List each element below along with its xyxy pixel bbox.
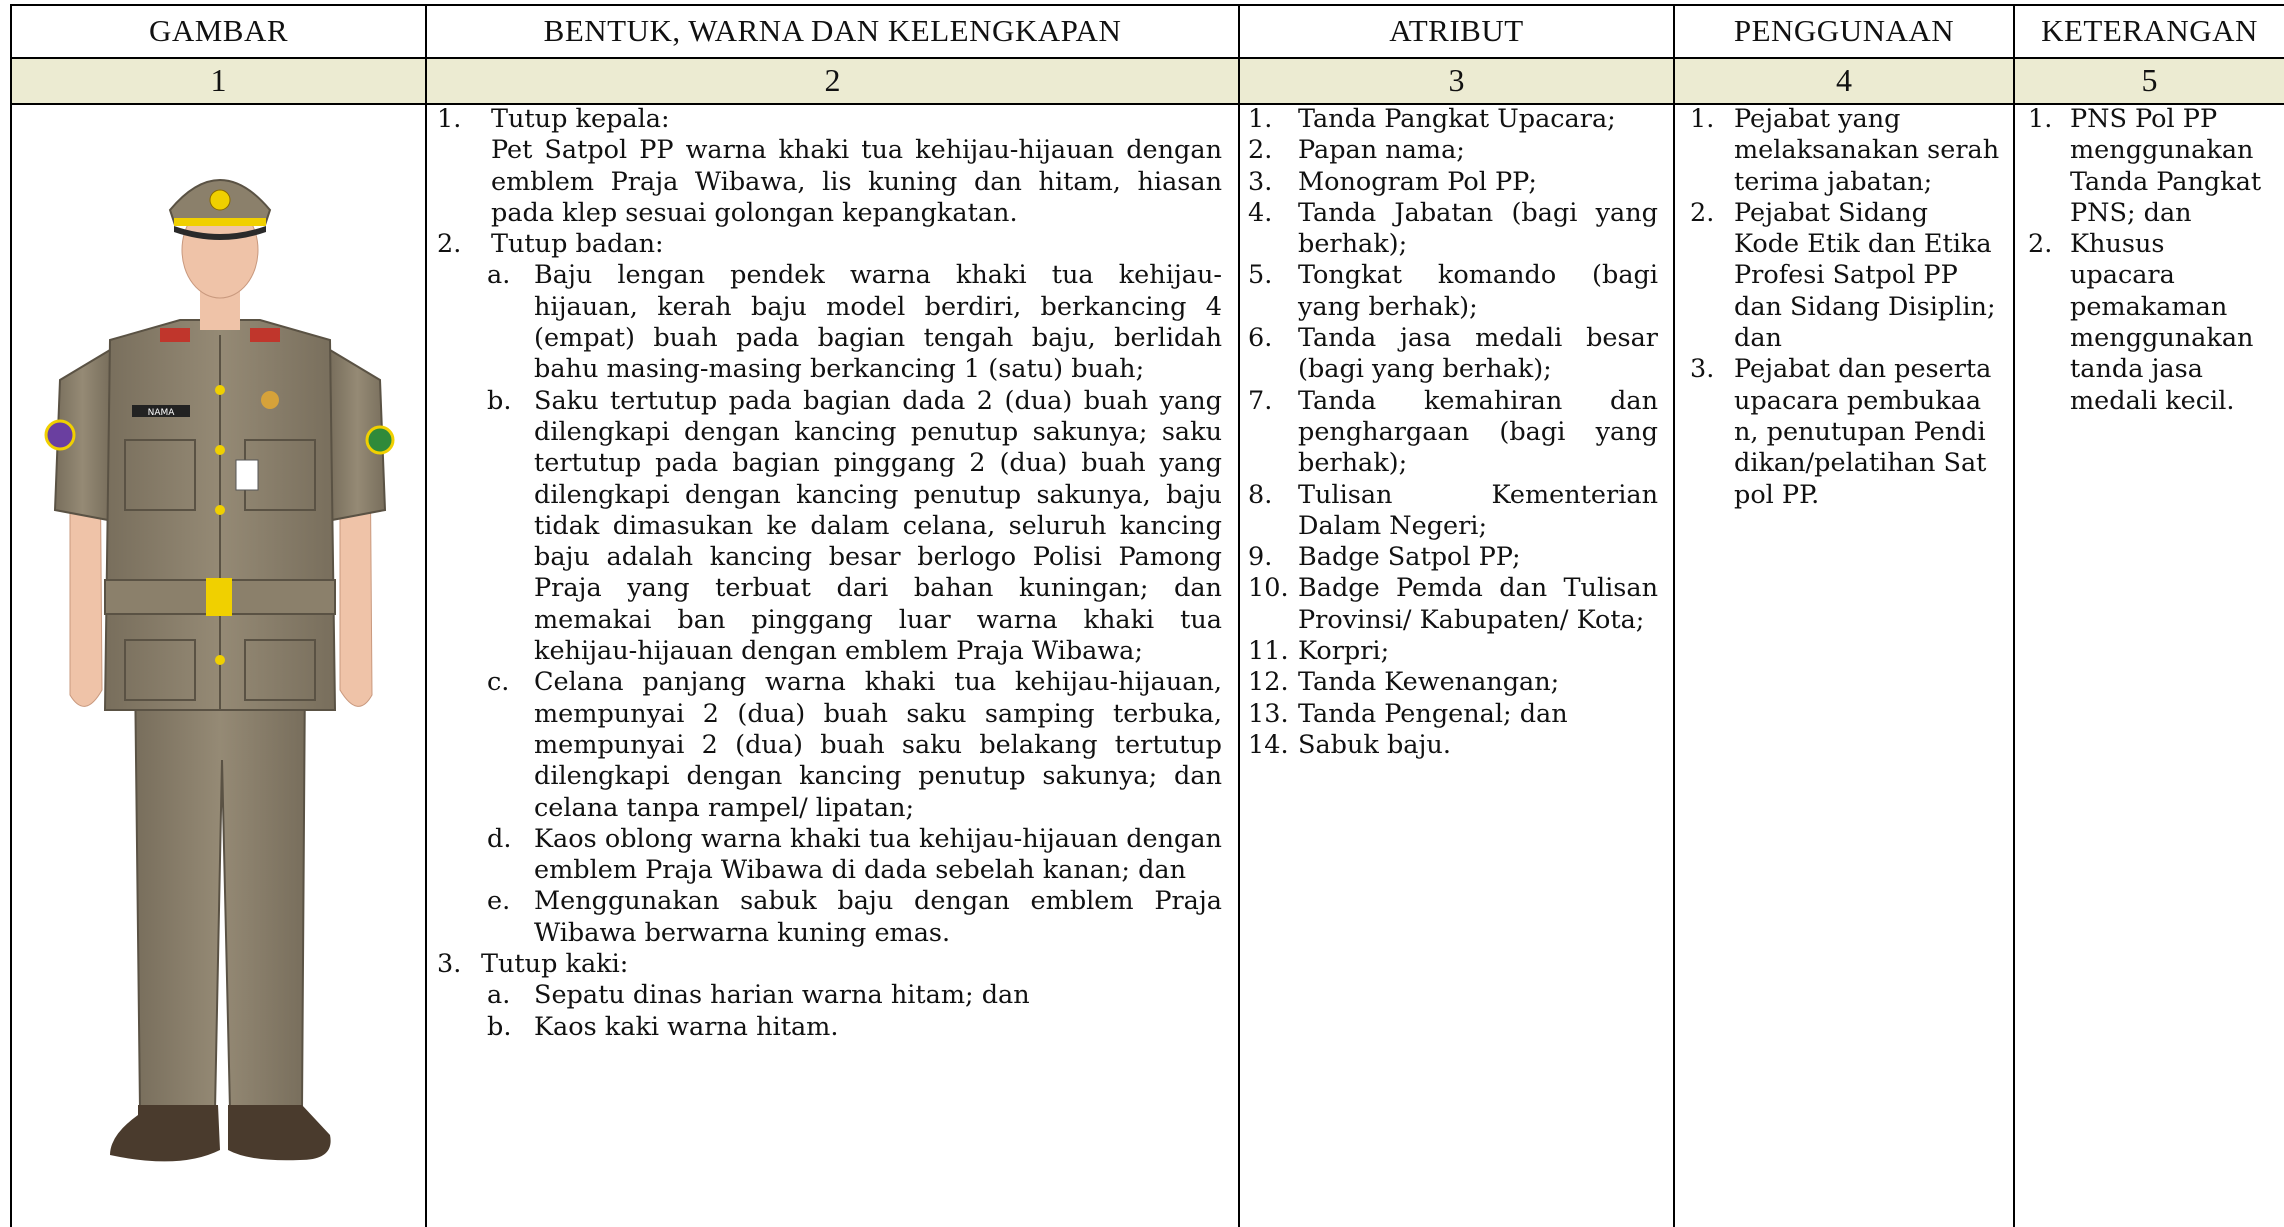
item-title: Tutup kepala: <box>491 104 670 134</box>
list-item <box>1690 104 2000 198</box>
item-marker: 5. <box>1248 260 1273 291</box>
list-item <box>437 824 1222 887</box>
column-number: 4 <box>1836 61 1852 98</box>
list-item <box>1248 636 1658 667</box>
item-marker: 3. <box>1248 166 1273 197</box>
item-title: Tutup badan: <box>491 229 664 260</box>
item-text: Tanda Jabatan (bagi yang berhak); <box>1298 197 1658 260</box>
item-marker: 1. <box>1690 104 1715 134</box>
item-text: Celana panjang warna khaki tua kehijau-hijauan, mempunyai 2 (dua) buah saku samping terbuka, mempunyai 2 (dua) buah saku belakang tertutup dilengkapi dengan kancing penutup sakunya; dan celana tanpa rampel/ lipatan; <box>534 667 1222 823</box>
atribut-cell <box>1248 104 1658 761</box>
item-text: Pejabat yang melaksanakan serah terima jabatan; <box>1734 104 2000 197</box>
trousers <box>135 670 305 1110</box>
item-text: Tongkat komando (bagi yang berhak); <box>1298 260 1658 322</box>
item-text: Kaos kaki warna hitam. <box>534 1011 839 1042</box>
list-item <box>437 104 1222 229</box>
list-item <box>1248 323 1658 386</box>
item-marker: 9. <box>1248 542 1273 573</box>
column-divider <box>2013 4 2015 1227</box>
right-shoe <box>228 1105 331 1160</box>
item-marker: 7. <box>1248 385 1273 416</box>
item-text: Tanda Pengenal; dan <box>1298 698 1568 729</box>
item-text: Kaos oblong warna khaki tua kehijau-hijauan dengan emblem Praja Wibawa di dada sebelah kanan; dan <box>534 823 1222 886</box>
item-title: Tutup kaki: <box>481 949 629 980</box>
item-marker: 13. <box>1248 698 1289 729</box>
item-text: Sabuk baju. <box>1298 729 1451 760</box>
list-item <box>437 949 1222 980</box>
item-text: Monogram Pol PP; <box>1298 166 1537 197</box>
item-text: Pejabat Sidang Kode Etik dan Etika Profesi Satpol PP dan Sidang Disiplin; dan <box>1734 197 1996 354</box>
item-marker: 4. <box>1248 197 1273 228</box>
item-text: Tanda Pangkat Upacara; <box>1298 104 1616 134</box>
list-item <box>1248 386 1658 480</box>
column-divider <box>1673 4 1675 1227</box>
column-divider <box>10 4 12 1227</box>
item-text: Saku tertutup pada bagian dada 2 (dua) buah yang dilengkapi dengan kancing penutup sakunya; saku tertutup pada bagian pinggang 2 (dua) buah yang dilengkapi dengan kancing penutup sakunya, baju tidak dimasukan ke dalam celana, seluruh kancing baju adalah kancing besar berlogo Polisi Pamong Praja yang terbuat dari bahan kuningan; dan memakai ban pinggang luar warna khaki tua kehijau-hijauan dengan emblem Praja Wibawa; <box>534 385 1222 667</box>
penggunaan-cell <box>1690 104 2000 511</box>
item-body: Pet Satpol PP warna khaki tua kehijau-hijauan dengan emblem Praja Wibawa, lis kuning dan hitam, hiasan pada klep sesuai golongan kepangkatan. <box>491 135 1222 228</box>
header-gambar: GAMBAR <box>148 12 289 48</box>
list-item <box>1248 104 1658 135</box>
item-text: PNS Pol PP menggunakan Tanda Pangkat PNS; dan <box>2070 104 2262 228</box>
list-item <box>2028 229 2273 417</box>
item-text: Tulisan Kementerian Dalam Negeri; <box>1298 479 1658 541</box>
uniform-illustration <box>40 150 400 1200</box>
keterangan-cell <box>2028 104 2273 417</box>
list-item <box>437 386 1222 668</box>
list-item <box>437 667 1222 823</box>
column-number: 5 <box>2141 61 2158 98</box>
list-item <box>1248 198 1658 261</box>
item-text: Papan nama; <box>1298 135 1465 166</box>
list-item <box>2028 104 2273 229</box>
column-divider <box>1238 4 1240 1227</box>
column-number: 1 <box>210 61 227 98</box>
item-marker: 2. <box>2028 229 2053 260</box>
column-number: 2 <box>824 61 841 98</box>
list-item <box>1248 667 1658 698</box>
item-marker: 2. <box>1690 197 1715 228</box>
medal <box>261 391 279 409</box>
item-marker: b. <box>487 1011 512 1042</box>
item-text: Khusus upacara pemakaman menggunakan tanda jasa medali kecil. <box>2070 229 2254 416</box>
item-marker: 1. <box>437 104 462 134</box>
list-item <box>1248 730 1658 761</box>
item-marker: 2. <box>1248 135 1273 166</box>
header-atribut: ATRIBUT <box>1389 12 1524 48</box>
item-text: Tanda kemahiran dan penghargaan (bagi yang berhak); <box>1298 385 1658 479</box>
cap-emblem <box>210 190 230 210</box>
item-text: Tanda jasa medali besar (bagi yang berhak); <box>1298 323 1658 385</box>
list-item <box>1248 167 1658 198</box>
list-item <box>1248 480 1658 543</box>
item-marker: 10. <box>1248 573 1289 604</box>
item-marker: 1. <box>1248 104 1273 134</box>
item-marker: b. <box>487 385 512 416</box>
right-shoulder-badge <box>367 427 393 453</box>
item-text: Pejabat dan peserta upacara pembukaan, penutupan Pendidikan/pelatihan Satpol PP. <box>1734 354 1992 510</box>
list-item <box>1248 260 1658 323</box>
bentuk-cell <box>437 104 1222 1043</box>
item-marker: 14. <box>1248 729 1289 760</box>
item-text: Badge Satpol PP; <box>1298 542 1521 573</box>
list-item <box>1248 699 1658 730</box>
item-marker: a. <box>487 980 511 1011</box>
column-divider <box>425 4 427 1227</box>
item-marker: 11. <box>1248 636 1289 667</box>
list-item <box>1248 573 1658 636</box>
left-shoe <box>110 1105 220 1161</box>
item-marker: 12. <box>1248 667 1289 698</box>
cap-band <box>174 218 266 226</box>
item-text: Tanda Kewenangan; <box>1298 667 1560 698</box>
item-marker: 3. <box>1690 354 1715 385</box>
id-card <box>236 460 258 490</box>
left-shoulder-badge <box>46 421 74 449</box>
item-marker: 3. <box>437 949 462 980</box>
header-keterangan: KETERANGAN <box>2041 12 2258 48</box>
list-item <box>437 980 1222 1011</box>
belt-buckle <box>206 578 232 616</box>
list-item <box>1690 354 2000 510</box>
item-text: Baju lengan pendek warna khaki tua kehijau-hijauan, kerah baju model berdiri, berkancing 4 (empat) buah pada bagian tengah baju, berlidah bahu masing-masing berkancing 1 (satu) buah; <box>534 260 1222 385</box>
list-item <box>437 260 1222 385</box>
column-number: 3 <box>1448 61 1465 98</box>
item-marker: 8. <box>1248 479 1273 510</box>
list-item <box>1690 198 2000 354</box>
list-item <box>1248 135 1658 166</box>
item-text: Menggunakan sabuk baju dengan emblem Praja Wibawa berwarna kuning emas. <box>534 886 1222 948</box>
list-item <box>437 886 1222 949</box>
item-text: Badge Pemda dan Tulisan Provinsi/ Kabupaten/ Kota; <box>1298 573 1658 635</box>
item-text: Korpri; <box>1298 636 1390 667</box>
item-marker: 2. <box>437 229 462 260</box>
item-marker: 6. <box>1248 323 1273 354</box>
list-item <box>437 1012 1222 1043</box>
header-penggunaan: PENGGUNAAN <box>1733 12 1955 48</box>
item-marker: e. <box>487 886 511 917</box>
list-item <box>437 229 1222 260</box>
item-marker: 1. <box>2028 104 2053 134</box>
item-marker: d. <box>487 823 512 854</box>
header-bentuk: BENTUK, WARNA DAN KELENGKAPAN <box>543 12 1122 48</box>
list-item <box>1248 542 1658 573</box>
item-marker: a. <box>487 260 511 291</box>
item-marker: c. <box>487 667 510 698</box>
item-text: Sepatu dinas harian warna hitam; dan <box>534 980 1030 1011</box>
nameplate-text: NAMA <box>147 408 175 418</box>
